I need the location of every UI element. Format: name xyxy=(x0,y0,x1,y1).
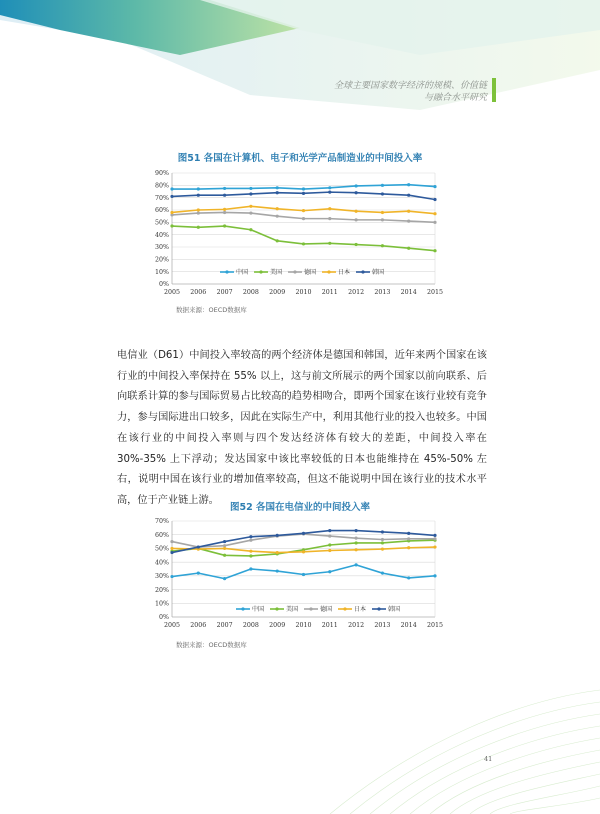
legend-item xyxy=(288,268,316,276)
x-tick-label: 2015 xyxy=(426,289,444,296)
data-point xyxy=(223,194,226,197)
data-point xyxy=(433,198,436,201)
figure51-svg xyxy=(140,166,444,301)
data-point xyxy=(328,543,331,546)
data-point xyxy=(249,187,252,190)
figure51-source: 数据来源：OECD数据库 xyxy=(176,306,247,314)
x-tick-label: 2009 xyxy=(269,289,286,296)
data-point xyxy=(381,211,384,214)
legend-marker xyxy=(225,270,228,273)
y-tick-label: 90% xyxy=(155,170,169,178)
data-point xyxy=(249,554,252,557)
data-point xyxy=(223,540,226,543)
data-point xyxy=(170,211,173,214)
legend-label: 美国 xyxy=(270,269,283,277)
data-point xyxy=(381,572,384,575)
data-point xyxy=(355,537,358,540)
data-point xyxy=(433,574,436,577)
data-point xyxy=(407,532,410,535)
data-point xyxy=(381,538,384,541)
y-tick-label: 60% xyxy=(155,531,169,539)
data-point xyxy=(249,192,252,195)
legend-item xyxy=(356,268,384,276)
body-paragraph: 电信业（D61）中间投入率较高的两个经济体是德国和韩国，近年来两个国家在该行业的中间投入率保持在 55% 以上，这与前文所展示的两个国家以前向联系、后向联系计算的参与国际贸易占比较高的趋势相吻合，即两个国家在该行业较有竞争力，参与国际进出口较多，因此在实际生产中，利用其他行业的投入也较多。中国在该行业的中间投入率则与四个发达经济体有较大的差距，中间投入率在 30%-35% 上下浮动；发达国家中该比率较低的日本也能维持在 45%-50% 左右，说明中国在该行业的增加值率较高，但这不能说明中国在该行业的技术水平高，位于产业链上游。 xyxy=(117,350,487,506)
data-point xyxy=(197,208,200,211)
figure52-chart xyxy=(140,514,444,634)
x-tick-label: 2011 xyxy=(321,622,338,629)
y-tick-label: 30% xyxy=(155,244,169,252)
x-tick-label: 2008 xyxy=(242,622,259,629)
x-tick-label: 2012 xyxy=(348,289,365,296)
data-point xyxy=(328,570,331,573)
y-tick-label: 70% xyxy=(155,518,169,526)
data-point xyxy=(170,540,173,543)
x-tick-label: 2013 xyxy=(374,289,391,296)
data-point xyxy=(407,247,410,250)
x-tick-label: 2013 xyxy=(374,622,391,629)
x-tick-label: 2005 xyxy=(163,622,181,629)
data-point xyxy=(276,534,279,537)
data-point xyxy=(170,547,173,550)
legend-label: 中国 xyxy=(236,269,249,277)
data-point xyxy=(328,242,331,245)
data-point xyxy=(433,537,436,540)
data-point xyxy=(355,218,358,221)
legend-label: 德国 xyxy=(304,269,317,277)
header-accent-bar xyxy=(492,78,496,102)
legend-item xyxy=(236,605,264,613)
y-tick-label: 60% xyxy=(155,207,169,215)
figure52-source: 数据来源：OECD数据库 xyxy=(176,641,247,649)
legend-label: 日本 xyxy=(338,269,351,277)
data-point xyxy=(328,534,331,537)
data-point xyxy=(355,563,358,566)
data-point xyxy=(355,243,358,246)
y-tick-label: 70% xyxy=(155,194,169,202)
legend-label: 韩国 xyxy=(372,269,385,277)
data-point xyxy=(276,191,279,194)
x-tick-label: 2009 xyxy=(269,622,286,629)
y-tick-label: 20% xyxy=(155,256,169,264)
header-title-line1: 全球主要国家数字经济的规模、价值链 xyxy=(333,81,487,91)
legend-marker xyxy=(327,270,330,273)
data-point xyxy=(249,539,252,542)
data-point xyxy=(223,577,226,580)
data-point xyxy=(433,221,436,224)
data-point xyxy=(302,209,305,212)
y-tick-label: 10% xyxy=(155,268,169,276)
x-tick-label: 2014 xyxy=(400,289,417,296)
data-point xyxy=(276,215,279,218)
data-point xyxy=(328,529,331,532)
data-point xyxy=(407,194,410,197)
legend-label: 韩国 xyxy=(388,606,401,614)
data-point xyxy=(355,184,358,187)
data-point xyxy=(302,242,305,245)
x-tick-label: 2006 xyxy=(190,622,207,629)
figure51-title: 图51 各国在计算机、电子和光学产品制造业的中间投入率 xyxy=(177,153,423,164)
data-point xyxy=(249,211,252,214)
data-point xyxy=(302,217,305,220)
figure52-title: 图52 各国在电信业的中间投入率 xyxy=(229,502,371,513)
data-point xyxy=(223,554,226,557)
legend-label: 美国 xyxy=(286,606,299,614)
data-point xyxy=(170,224,173,227)
legend-item xyxy=(304,605,332,613)
header-title-line2: 与融合水平研究 xyxy=(423,93,487,103)
x-tick-label: 2008 xyxy=(242,289,259,296)
data-point xyxy=(276,207,279,210)
x-tick-label: 2007 xyxy=(216,289,233,296)
legend-marker xyxy=(293,270,296,273)
legend-marker xyxy=(377,607,380,610)
data-point xyxy=(170,575,173,578)
data-point xyxy=(302,532,305,535)
data-point xyxy=(328,191,331,194)
data-point xyxy=(249,550,252,553)
legend-marker xyxy=(241,607,244,610)
data-point xyxy=(355,548,358,551)
data-point xyxy=(197,187,200,190)
data-point xyxy=(381,530,384,533)
data-point xyxy=(328,186,331,189)
y-tick-label: 40% xyxy=(155,231,169,239)
x-tick-label: 2010 xyxy=(295,622,312,629)
legend-item xyxy=(372,605,400,613)
data-point xyxy=(328,217,331,220)
data-point xyxy=(223,208,226,211)
y-tick-label: 20% xyxy=(155,586,169,594)
data-point xyxy=(407,210,410,213)
legend-marker xyxy=(361,270,364,273)
y-tick-label: 80% xyxy=(155,182,169,190)
data-point xyxy=(381,218,384,221)
data-point xyxy=(197,572,200,575)
legend-marker xyxy=(309,607,312,610)
data-point xyxy=(197,226,200,229)
legend-item xyxy=(338,605,366,613)
legend-label: 中国 xyxy=(252,606,265,614)
figure52-svg xyxy=(140,514,444,634)
data-point xyxy=(223,544,226,547)
data-point xyxy=(170,187,173,190)
legend-marker xyxy=(343,607,346,610)
y-tick-label: 50% xyxy=(155,545,169,553)
data-point xyxy=(381,192,384,195)
y-tick-label: 0% xyxy=(159,614,169,622)
data-point xyxy=(381,541,384,544)
data-point xyxy=(355,529,358,532)
data-point xyxy=(407,546,410,549)
data-point xyxy=(197,211,200,214)
data-point xyxy=(249,228,252,231)
x-tick-label: 2010 xyxy=(295,289,312,296)
data-point xyxy=(302,187,305,190)
data-point xyxy=(223,547,226,550)
data-point xyxy=(433,249,436,252)
data-point xyxy=(328,549,331,552)
data-point xyxy=(433,534,436,537)
legend-item xyxy=(220,268,248,276)
data-point xyxy=(355,191,358,194)
data-point xyxy=(276,569,279,572)
data-point xyxy=(407,220,410,223)
legend-item xyxy=(322,268,350,276)
data-point xyxy=(276,239,279,242)
y-tick-label: 10% xyxy=(155,600,169,608)
data-point xyxy=(302,192,305,195)
footer-line-pattern xyxy=(330,690,600,814)
x-tick-label: 2005 xyxy=(163,289,181,296)
data-point xyxy=(170,195,173,198)
data-point xyxy=(355,541,358,544)
x-tick-label: 2006 xyxy=(190,289,207,296)
x-tick-label: 2007 xyxy=(216,622,233,629)
data-point xyxy=(197,545,200,548)
legend-item xyxy=(254,268,282,276)
x-tick-label: 2012 xyxy=(348,622,365,629)
data-point xyxy=(223,187,226,190)
data-point xyxy=(223,224,226,227)
data-point xyxy=(302,550,305,553)
y-tick-label: 40% xyxy=(155,559,169,567)
legend-label: 德国 xyxy=(320,606,333,614)
data-point xyxy=(355,210,358,213)
series-line-中国 xyxy=(172,565,435,579)
data-point xyxy=(433,185,436,188)
figure51-chart xyxy=(140,166,444,301)
data-point xyxy=(381,244,384,247)
data-point xyxy=(302,573,305,576)
data-point xyxy=(407,537,410,540)
y-tick-label: 50% xyxy=(155,219,169,227)
y-tick-label: 30% xyxy=(155,573,169,581)
x-tick-label: 2011 xyxy=(321,289,338,296)
data-point xyxy=(328,207,331,210)
legend-item xyxy=(270,605,298,613)
data-point xyxy=(276,551,279,554)
data-point xyxy=(381,184,384,187)
data-point xyxy=(249,205,252,208)
data-point xyxy=(170,551,173,554)
data-point xyxy=(249,567,252,570)
y-tick-label: 0% xyxy=(159,281,169,289)
data-point xyxy=(249,535,252,538)
data-point xyxy=(276,186,279,189)
legend-label: 日本 xyxy=(354,606,367,614)
data-point xyxy=(433,545,436,548)
legend-marker xyxy=(259,270,262,273)
legend-marker xyxy=(275,607,278,610)
data-point xyxy=(407,183,410,186)
x-tick-label: 2014 xyxy=(400,622,417,629)
data-point xyxy=(223,211,226,214)
data-point xyxy=(197,194,200,197)
data-point xyxy=(381,548,384,551)
page-number: 41 xyxy=(484,755,493,763)
data-point xyxy=(433,212,436,215)
x-tick-label: 2015 xyxy=(426,622,444,629)
data-point xyxy=(407,576,410,579)
